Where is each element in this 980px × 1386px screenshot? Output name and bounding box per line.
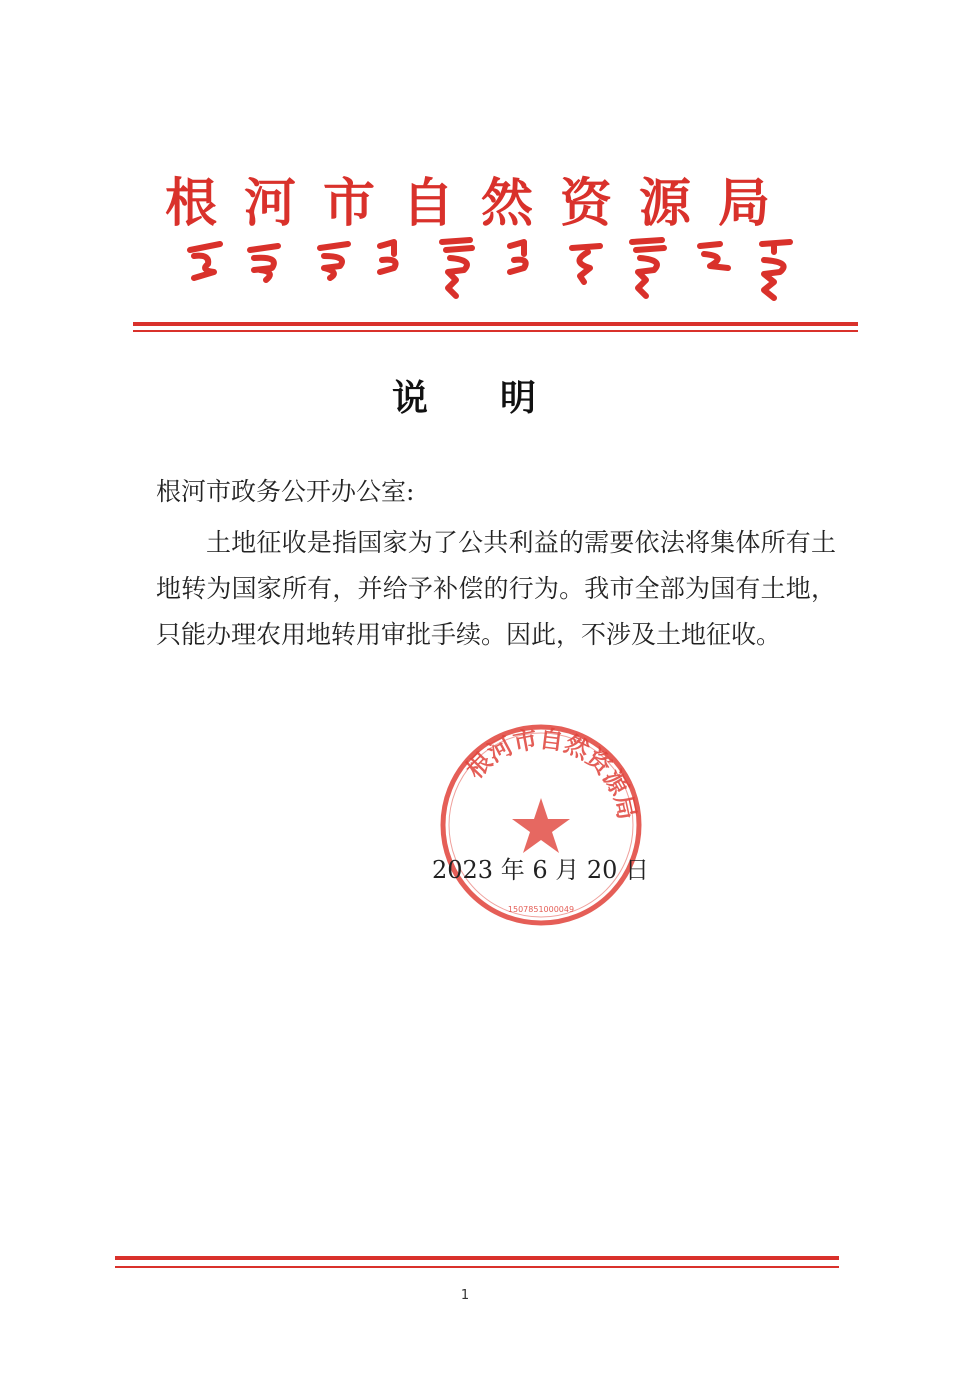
bottom-rule-thick [115,1256,839,1260]
recipient-line: 根河市政务公开办公室: [156,477,415,506]
svg-text:根河市自然资源局 [460,724,642,822]
mongolian-script-logo [180,232,820,312]
letterhead-title: 根河市自然资源局 [165,173,798,234]
document-title: 说明 [391,377,608,419]
seal-code: 1507851000049 [507,905,575,914]
seal-text: 根河市自然资源局 [460,723,643,823]
top-rule-thick [133,322,858,326]
body-paragraph: 土地征收是指国家为了公共利益的需要依法将集体所有土地转为国家所有，并给予补偿的行为。我市全部为国有土地，只能办理农用地转用审批手续。因此，不涉及土地征收。 [156,528,836,649]
document-date: 2023 年 6 月 20 日 [432,856,650,884]
bottom-rule-thin [115,1266,839,1268]
top-rule-thin [133,330,858,332]
page-number: 1 [460,1288,470,1303]
official-seal [436,720,646,930]
